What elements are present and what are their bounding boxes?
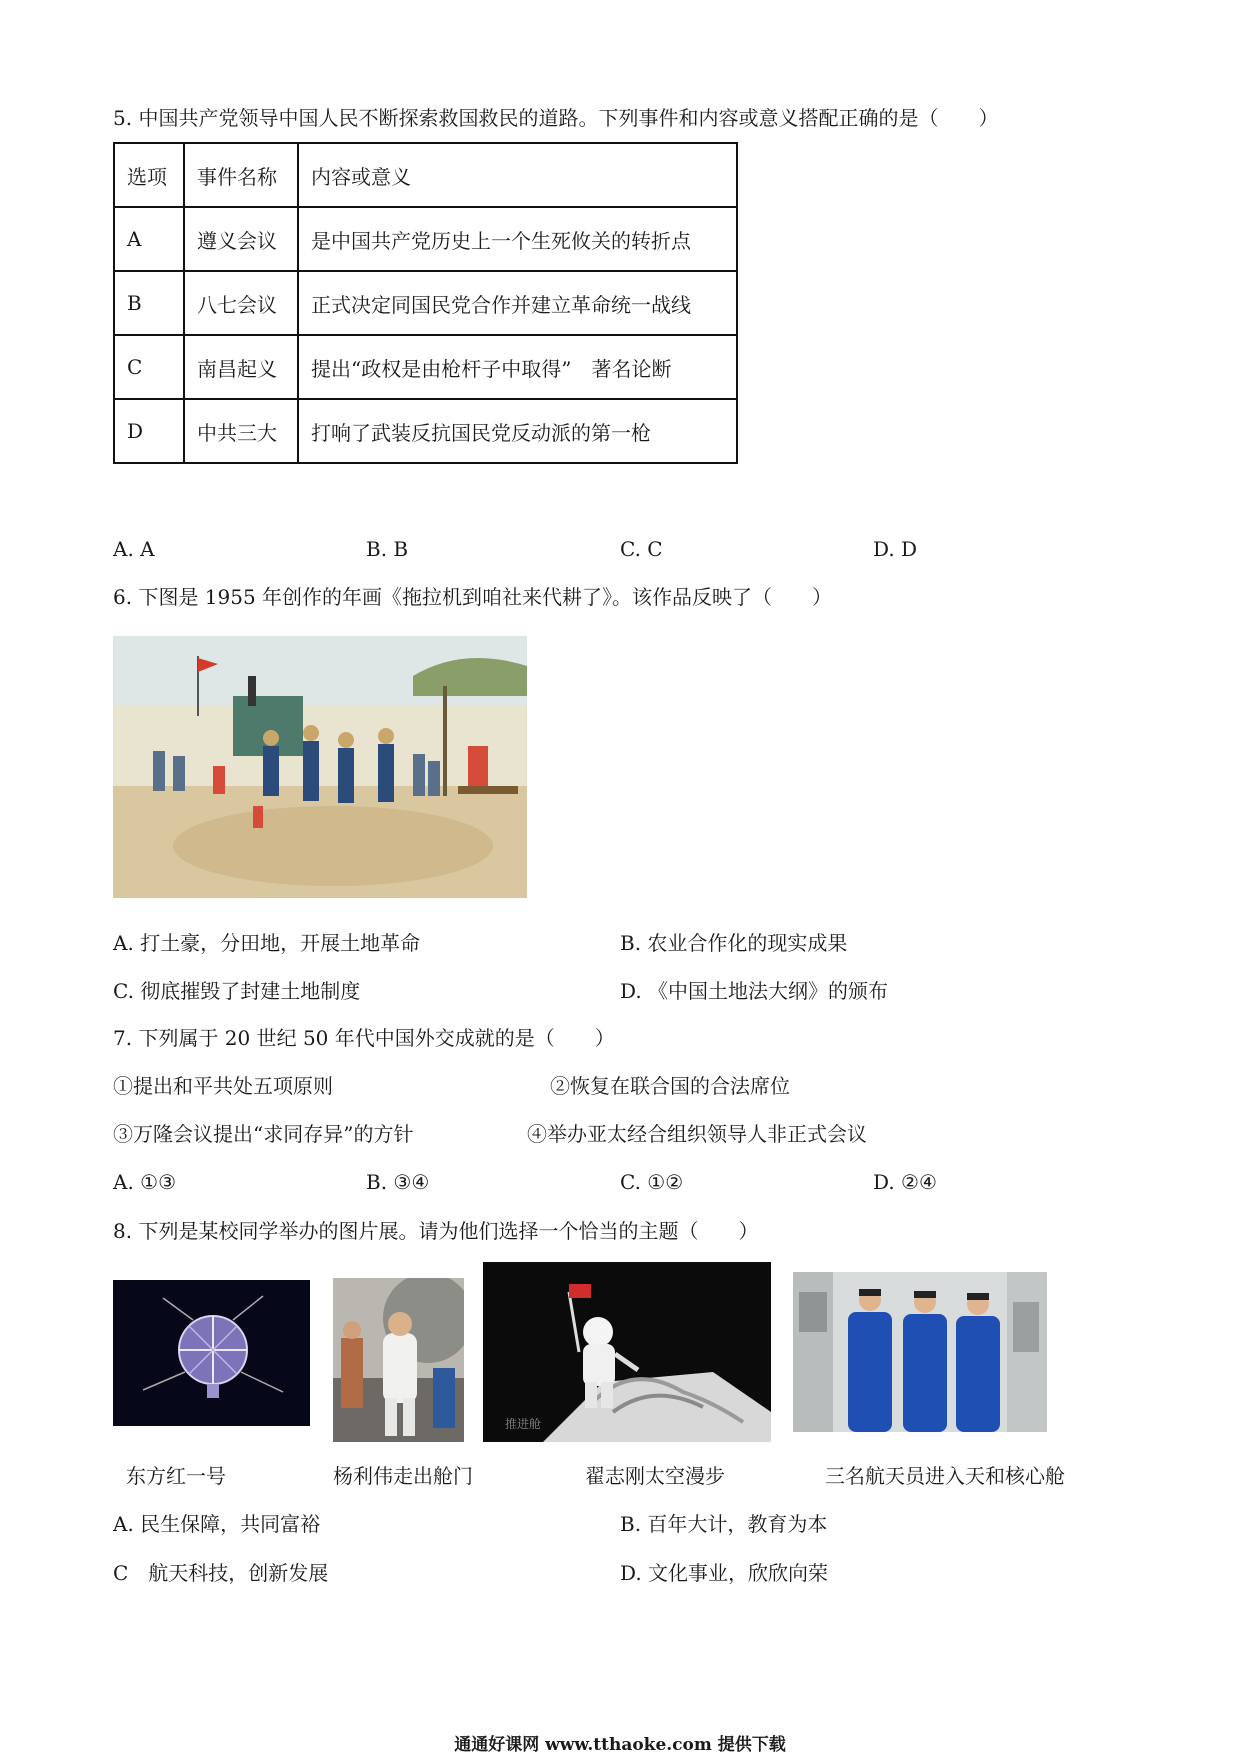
q5-option-d: D. D xyxy=(873,537,918,561)
q5-table xyxy=(113,142,738,464)
table-row xyxy=(114,399,737,463)
yang-liwei-photo xyxy=(333,1278,464,1442)
q7-item-2: ②恢复在联合国的合法席位 xyxy=(550,1074,790,1098)
q7-option-a: A. ①③ xyxy=(113,1170,177,1194)
dongfanghong-satellite-photo xyxy=(113,1280,310,1426)
caption-yang-liwei: 杨利伟走出舱门 xyxy=(333,1464,473,1488)
q8-stem: 8. 下列是某校同学举办的图片展。请为他们选择一个恰当的主题（ ） xyxy=(113,1219,759,1243)
q6-stem: 6. 下图是 1955 年创作的年画《拖拉机到咱社来代耕了》。该作品反映了（ ） xyxy=(113,585,833,609)
q5-option-a: A. A xyxy=(113,537,155,561)
q6-option-d: D. 《中国土地法大纲》的颁布 xyxy=(620,979,889,1003)
q8-option-b: B. 百年大计，教育为本 xyxy=(620,1512,828,1536)
caption-zhai-zhigang: 翟志刚太空漫步 xyxy=(585,1464,725,1488)
table-cell: B xyxy=(114,271,184,335)
table-header-cell: 事件名称 xyxy=(184,143,298,207)
q7-option-c: C. ①② xyxy=(620,1170,684,1194)
table-cell: D xyxy=(114,399,184,463)
q5-option-b: B. B xyxy=(366,537,409,561)
table-cell: 八七会议 xyxy=(184,271,298,335)
photo-watermark: 推进舱 xyxy=(505,1417,542,1431)
q6-option-a: A. 打土豪，分田地，开展土地革命 xyxy=(113,931,421,955)
table-cell: A xyxy=(114,207,184,271)
q7-stem: 7. 下列属于 20 世纪 50 年代中国外交成就的是（ ） xyxy=(113,1026,615,1050)
caption-tianhe: 三名航天员进入天和核心舱 xyxy=(825,1464,1065,1488)
table-cell: 南昌起义 xyxy=(184,335,298,399)
table-cell: 是中国共产党历史上一个生死攸关的转折点 xyxy=(298,207,737,271)
q7-item-4: ④举办亚太经合组织领导人非正式会议 xyxy=(527,1122,867,1146)
q5-option-c: C. C xyxy=(620,537,663,561)
table-header-cell: 内容或意义 xyxy=(298,143,737,207)
table-cell: 中共三大 xyxy=(184,399,298,463)
page-footer: 通通好课网 www.tthaoke.com 提供下载 xyxy=(454,1735,786,1755)
q8-option-c: C 航天科技，创新发展 xyxy=(113,1561,329,1585)
q7-item-3: ③万隆会议提出“求同存异”的方针 xyxy=(113,1122,414,1146)
q7-option-b: B. ③④ xyxy=(366,1170,430,1194)
q7-option-d: D. ②④ xyxy=(873,1170,937,1194)
table-row xyxy=(114,335,737,399)
table-header-cell: 选项 xyxy=(114,143,184,207)
zhai-zhigang-spacewalk-photo xyxy=(483,1262,771,1442)
q8-option-a: A. 民生保障，共同富裕 xyxy=(113,1512,321,1536)
tractor-new-year-painting xyxy=(113,636,527,898)
table-cell: 提出“政权是由枪杆子中取得” 著名论断 xyxy=(298,335,737,399)
q6-option-b: B. 农业合作化的现实成果 xyxy=(620,931,848,955)
q8-option-d: D. 文化事业，欣欣向荣 xyxy=(620,1561,829,1585)
caption-dongfanghong: 东方红一号 xyxy=(126,1464,226,1488)
q5-stem: 5. 中国共产党领导中国人民不断探索救国救民的道路。下列事件和内容或意义搭配正确的是（ ） xyxy=(113,106,999,130)
table-cell: 正式决定同国民党合作并建立革命统一战线 xyxy=(298,271,737,335)
table-header-row xyxy=(114,143,737,207)
table-row xyxy=(114,271,737,335)
q7-item-1: ①提出和平共处五项原则 xyxy=(113,1074,333,1098)
table-cell: 打响了武装反抗国民党反动派的第一枪 xyxy=(298,399,737,463)
table-cell: 遵义会议 xyxy=(184,207,298,271)
table-cell: C xyxy=(114,335,184,399)
tianhe-astronauts-photo xyxy=(793,1272,1047,1432)
table-row xyxy=(114,207,737,271)
q6-option-c: C. 彻底摧毁了封建土地制度 xyxy=(113,979,361,1003)
